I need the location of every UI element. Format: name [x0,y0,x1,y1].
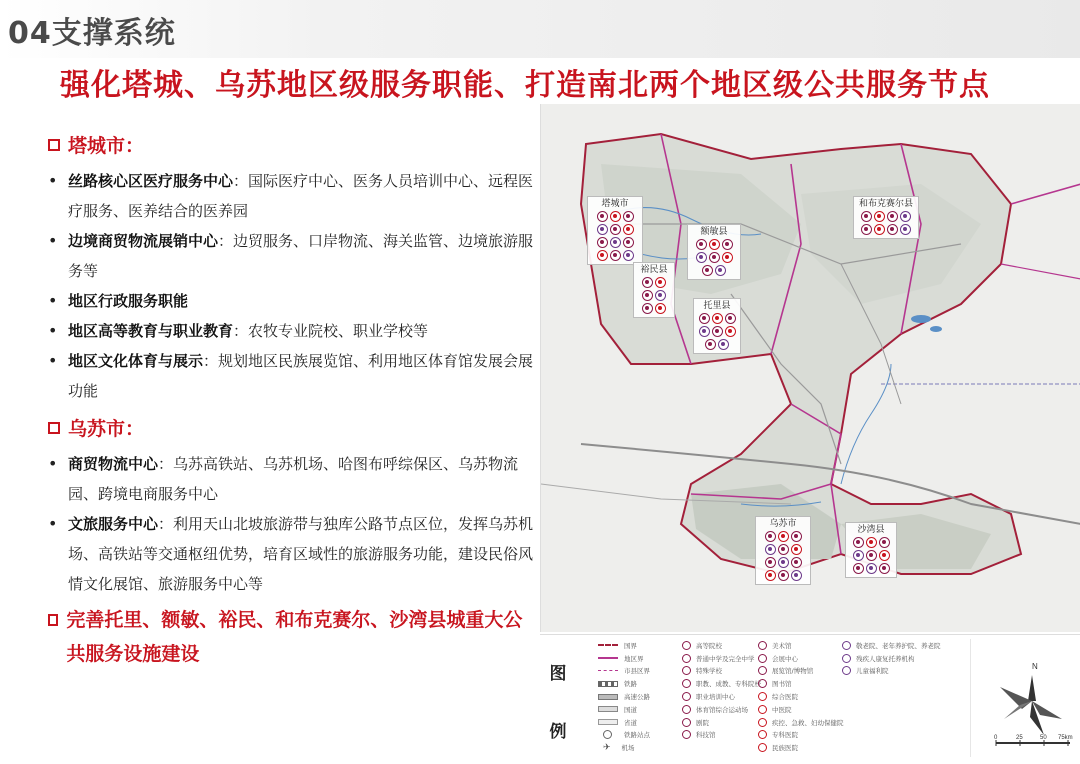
square-bullet-icon [48,614,58,626]
closing-text: 完善托里、额敏、裕民、和布克赛尔、沙湾县城重大公共服务设施建设 [66,609,523,665]
legend-row [758,703,844,716]
legend-row [682,677,761,690]
education-icon [861,211,872,222]
legend-row [682,703,761,716]
legend-label: 疾控、急救、妇幼保健院 [772,718,844,727]
culture-icon [623,211,634,222]
legend-label: 国界 [624,641,637,650]
bullet-icon: • [48,171,58,190]
hospital-icon [765,570,776,581]
legend-label: 图书馆 [772,680,792,689]
legend-row [598,703,650,716]
education-icon [853,537,864,548]
facility-icons [849,537,893,574]
item-name: 商贸物流中心 [68,455,159,473]
legend-label: 敬老院、老年养护院、养老院 [856,641,941,650]
rehab-icon [842,654,851,663]
vocational-icon [682,679,691,688]
hospital-icon [610,211,621,222]
welfare-icon [699,326,710,337]
education-icon [879,563,890,574]
legend-label: 铁路 [624,680,637,689]
legend-lines [598,639,650,754]
city-name: 沙湾县 [857,525,885,535]
culture-icon [778,570,789,581]
education-icon [623,237,634,248]
education-icon [765,531,776,542]
city-box-tuoli [693,298,741,354]
legend-label: 高等院校 [696,641,722,650]
hospital-icon [597,250,608,261]
legend-row [598,639,650,652]
item-name: 文旅服务中心 [68,515,159,533]
scale-label: 25 [1016,735,1023,741]
boundary-symbol-icon [598,670,618,676]
training-icon [682,692,691,701]
legend-label: 高速公路 [624,693,650,702]
hospital-icon [712,313,723,324]
wusu-title-text: 乌苏市： [68,418,145,440]
culture-icon [725,313,736,324]
welfare-icon [715,265,726,276]
hospital-icon [722,252,733,263]
facility-icons [637,277,671,314]
legend-title [548,645,568,761]
city-name: 乌苏市 [769,519,797,529]
item-name: 地区行政服务职能 [68,292,189,310]
city-box-yumin [633,262,675,318]
welfare-icon [696,252,707,263]
expressway-symbol-icon [598,694,618,700]
list-item [48,346,538,406]
hospital-icon [866,537,877,548]
station-symbol-icon [603,730,612,739]
city-name: 额敏县 [700,227,728,237]
culture-icon [879,537,890,548]
item-name: 边境商贸物流展销中心 [68,232,219,250]
section-number: 04支撑系统 [8,16,176,51]
hospital-icon [655,303,666,314]
legend-label: 中医院 [772,705,792,714]
legend-label: 美术馆 [772,641,792,650]
ethnic-hospital-icon [758,743,767,752]
airplane-icon: ✈ [603,742,611,753]
cdc-icon [758,718,767,727]
lake [930,326,942,332]
education-icon [642,303,653,314]
welfare-icon [718,339,729,350]
elderly-home-icon [842,641,851,650]
city-box-tacheng [587,196,643,265]
tacheng-title [48,131,538,158]
college-icon [682,641,691,650]
bullet-icon: • [48,231,58,250]
city-name: 托里县 [703,301,731,311]
culture-icon [853,563,864,574]
hospital-icon [709,239,720,250]
education-icon [709,252,720,263]
legend-label: 职教、成教、专科院校 [696,680,761,689]
item-name: 地区文化体育与展示 [68,352,204,370]
city-name: 和布克赛尔县 [858,199,913,209]
wusu-list [48,449,538,599]
legend-row [598,690,650,703]
map-panel [540,104,1080,632]
scale-label: 50 [1040,735,1047,741]
orphanage-icon [842,666,851,675]
item-name: 地区高等教育与职业教育 [68,322,234,340]
legend-label: 展览馆/博物馆 [772,667,814,676]
legend-label: 民族医院 [772,744,798,753]
legend-row [598,741,650,754]
compass-scale [970,639,1076,757]
hospital-icon [874,211,885,222]
legend-row [842,652,941,665]
welfare-icon [900,224,911,235]
exhibition-center-icon [758,654,767,663]
culture-icon [597,237,608,248]
legend-label: 儿童福利院 [856,667,889,676]
welfare-icon [597,224,608,235]
facility-icons [759,531,807,581]
facility-icons [857,211,915,235]
railway-symbol-icon [598,681,618,687]
wusu-title [48,414,538,441]
tacheng-list [48,166,538,406]
legend-label: 市县区界 [624,667,650,676]
legend-label: 地区界 [624,654,644,663]
legend-label: 专科医院 [772,731,798,740]
culture-icon [791,531,802,542]
legend-row [598,652,650,665]
welfare-icon [778,557,789,568]
legend-title-bottom: 例 [549,722,567,742]
legend-row [682,716,761,729]
provincial-road-symbol-icon [598,719,618,725]
education-icon [778,544,789,555]
list-item [48,286,538,316]
city-name: 裕民县 [640,265,668,275]
education-icon [696,239,707,250]
legend-row [758,741,844,754]
library-icon [758,679,767,688]
legend-row [598,729,650,742]
welfare-icon [610,237,621,248]
legend-row [682,729,761,742]
hospital-icon [879,550,890,561]
culture-icon [887,211,898,222]
item-desc: ：规划地区民族展览馆、利用地区体育馆发展会展功能 [68,352,534,400]
item-desc: ：国际医疗中心、医务人员培训中心、远程医疗服务、医养结合的医养园 [68,172,534,220]
item-desc: ：利用天山北坡旅游带与独库公路节点区位，发挥乌苏机场、高铁站等交通枢纽优势，培育区域性的旅游服务功能，建设民俗风情文化展馆、旅游服务中心等 [68,515,534,593]
legend-row [682,639,761,652]
culture-icon [722,239,733,250]
bullet-icon: • [48,351,58,370]
welfare-icon [853,550,864,561]
education-icon [597,211,608,222]
legend-row [598,665,650,678]
lake [911,315,931,323]
square-bullet-icon [48,422,60,434]
culture-icon [765,557,776,568]
legend-row [758,639,844,652]
national-road-symbol-icon [598,706,618,712]
culture-icon [705,339,716,350]
legend-row [758,652,844,665]
welfare-icon [791,570,802,581]
hospital-icon [778,531,789,542]
border-symbol-icon [598,644,618,650]
legend-label: 省道 [624,718,637,727]
legend-label: 体育馆综合运动场 [696,705,748,714]
education-icon [861,224,872,235]
hospital-icon [725,326,736,337]
welfare-icon [655,290,666,301]
headline: 强化塔城、乌苏地区级服务职能、打造南北两个地区级公共服务节点 [60,68,990,103]
legend-title-top: 图 [549,664,567,684]
north-label: N [1032,662,1038,671]
item-desc: ：农牧专业院校、职业学校等 [233,322,429,340]
city-box-hebukesaier [853,196,919,239]
item-desc: ：乌苏高铁站、乌苏机场、哈图布呼综保区、乌苏物流园、跨境电商服务中心 [68,455,519,503]
city-box-shawan [845,522,897,578]
list-item [48,449,538,509]
museum-icon [758,666,767,675]
welfare-icon [900,211,911,222]
culture-icon [702,265,713,276]
hospital-icon [655,277,666,288]
square-bullet-icon [48,139,60,151]
legend-row [758,665,844,678]
legend-row [842,639,941,652]
culture-icon [642,290,653,301]
education-icon [712,326,723,337]
education-icon [642,277,653,288]
legend-welfare [842,639,941,677]
map-legend [540,634,1080,761]
legend-culture-health [758,639,844,754]
specialty-hospital-icon [758,730,767,739]
text-panel [48,125,538,671]
scale-label: 75km [1058,735,1073,741]
school-icon [682,654,691,663]
hospital-icon [758,692,767,701]
education-icon [610,224,621,235]
tcm-hospital-icon [758,705,767,714]
legend-row [682,690,761,703]
theater-icon [682,718,691,727]
education-icon [699,313,710,324]
education-icon [866,550,877,561]
facility-icons [697,313,737,350]
legend-label: 铁路站点 [624,731,650,740]
welfare-icon [765,544,776,555]
hospital-icon [623,224,634,235]
list-item [48,226,538,286]
legend-row [598,677,650,690]
legend-row [682,652,761,665]
legend-row [758,716,844,729]
hospital-icon [791,544,802,555]
legend-row [598,716,650,729]
culture-icon [887,224,898,235]
special-school-icon [682,666,691,675]
legend-label: 残疾人康复托养机构 [856,654,915,663]
welfare-icon [866,563,877,574]
facility-icons [691,239,737,276]
legend-label: 国道 [624,705,637,714]
legend-education [682,639,761,741]
legend-row [758,690,844,703]
tacheng-title-text: 塔城市： [68,135,145,157]
legend-row [758,729,844,742]
list-item [48,316,538,346]
legend-label: 职业培训中心 [696,693,735,702]
facility-icons [591,211,639,261]
legend-label: 机场 [621,744,635,753]
legend-label: 会展中心 [772,654,798,663]
science-museum-icon [682,730,691,739]
item-desc: ：边贸服务、口岸物流、海关监管、边境旅游服务等 [68,232,534,280]
legend-label: 剧院 [696,718,709,727]
legend-row [842,665,941,678]
list-item [48,509,538,599]
bullet-icon: • [48,514,58,533]
hospital-icon [874,224,885,235]
legend-label: 特殊学校 [696,667,722,676]
city-box-emin [687,224,741,280]
boundary-symbol-icon [598,657,618,663]
legend-label: 科技馆 [696,731,716,740]
compass-rose-icon [1000,675,1062,735]
bullet-icon: • [48,321,58,340]
legend-row [758,677,844,690]
stadium-icon [682,705,691,714]
bullet-icon: • [48,454,58,473]
legend-label: 综合医院 [772,693,798,702]
city-name: 塔城市 [601,199,629,209]
art-gallery-icon [758,641,767,650]
closing-statement [48,603,538,671]
culture-icon [610,250,621,261]
education-icon [791,557,802,568]
legend-row [682,665,761,678]
legend-label: 普通中学及完全中学 [696,654,755,663]
city-box-wusu [755,516,811,585]
list-item [48,166,538,226]
bullet-icon: • [48,291,58,310]
item-name: 丝路核心区医疗服务中心 [68,172,234,190]
scale-label: 0 [994,735,998,741]
welfare-icon [623,250,634,261]
